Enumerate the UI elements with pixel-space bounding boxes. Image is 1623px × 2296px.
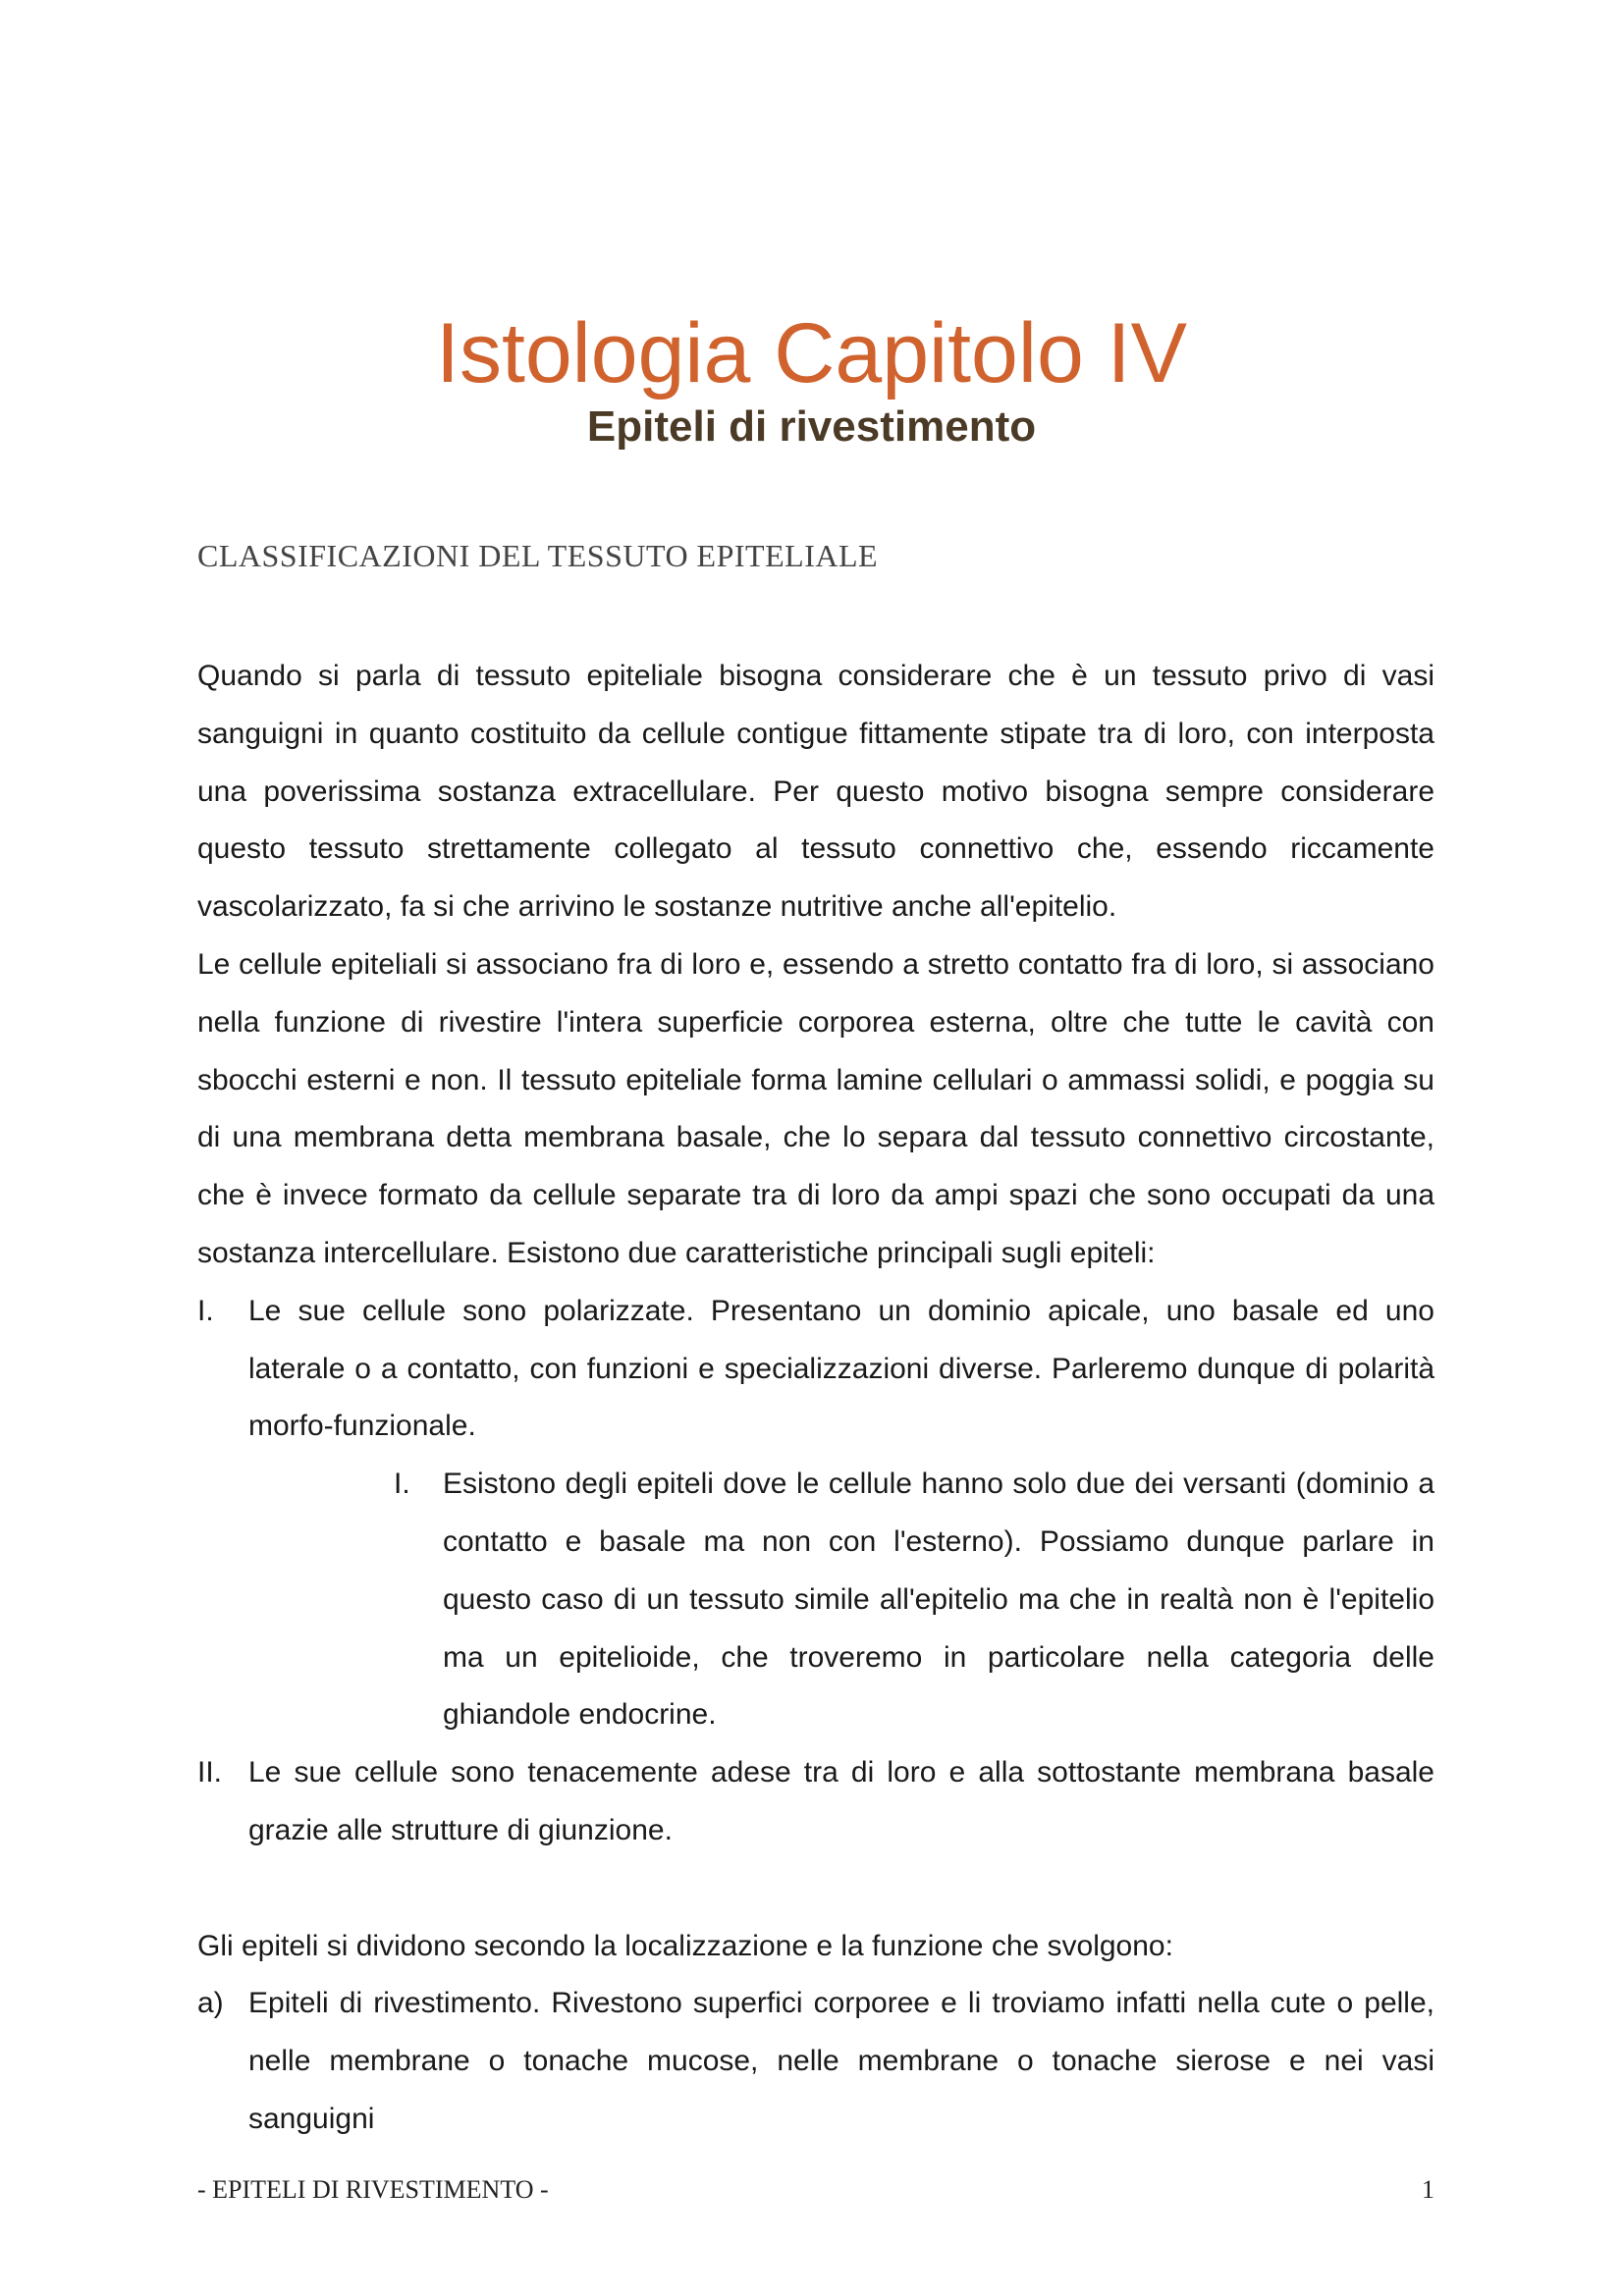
document-body — [197, 648, 1434, 2149]
document-subtitle: Epiteli di rivestimento — [586, 402, 1037, 451]
list-marker: I. — [197, 1294, 214, 1327]
page-number: 1 — [1422, 2175, 1434, 2204]
paragraph-1: Quando si parla di tessuto epiteliale bisogna considerare che è un tessuto privo di vasi sanguigni in quanto costituito da cellule contigue fittamente stipate tra di loro, con interposta una poverissima sostanza extracellulare. Per questo motivo bisogna sempre considerare questo tessuto strettamente collegato al tessuto connettivo che, essendo riccamente vascolarizzato, fa si che arrivino le sostanze nutritive anche all'epitelio. — [197, 660, 1434, 924]
list-item-characteristic-1 — [197, 1283, 1434, 1456]
sublist-item-characteristic-1 — [197, 1456, 1434, 1744]
list-marker: II. — [197, 1756, 223, 1789]
document-title: Istologia Capitolo IV — [436, 306, 1187, 400]
list-item-text: Le sue cellule sono tenacemente adese tra di loro e alla sottostante membrana basale grazie alle strutture di giunzione. — [248, 1756, 1434, 1846]
list-item-division-a — [197, 1975, 1434, 2148]
section-heading: CLASSIFICAZIONI DEL TESSUTO EPITELIALE — [197, 538, 879, 573]
list-item-text: Epiteli di rivestimento. Rivestono superfici corporee e li troviamo infatti nella cute o pelle, nelle membrane o tonache mucose, nelle membrane o tonache sierose e nei vasi sanguigni — [248, 1987, 1434, 2135]
paragraph-2: Le cellule epiteliali si associano fra di loro e, essendo a stretto contatto fra di loro, si associano nella funzione di rivestire l'intera superficie corporea esterna, oltre che tutte le cavità con sbocchi esterni e non. Il tessuto epiteliale forma lamine cellulari o ammassi solidi, e poggia su di una membrana detta membrana basale, che lo separa dal tessuto connettivo circostante, che è invece formato da cellule separate tra di loro da ampi spazi che sono occupati da una sostanza intercellulare. Esistono due caratteristiche principali sugli epiteli: — [197, 947, 1434, 1269]
running-title: - EPITELI DI RIVESTIMENTO - — [197, 2175, 549, 2204]
list-item-text: Le sue cellule sono polarizzate. Presentano un dominio apicale, uno basale ed uno laterale o a contatto, con funzioni e specializzazioni diverse. Parleremo dunque di polarità morfo-funzionale. — [248, 1294, 1434, 1443]
list-marker: a) — [197, 1987, 224, 2020]
title-block — [0, 306, 1623, 454]
sublist-marker: I. — [394, 1468, 410, 1501]
spacer — [197, 1860, 1434, 1918]
page-footer — [197, 2175, 1434, 2205]
list-item-characteristic-2 — [197, 1744, 1434, 1860]
division-intro: Gli epiteli si dividono secondo la localizzazione e la funzione che svolgono: — [197, 1929, 1173, 1962]
sublist-item-text: Esistono degli epiteli dove le cellule hanno solo due dei versanti (dominio a contatto e basale ma non con l'esterno). Possiamo dunque parlare in questo caso di un tessuto simile all'epitelio ma che in realtà non è l'epitelio ma un epitelioide, che troveremo in particolare nella categoria delle ghiandole endocrine. — [443, 1468, 1434, 1732]
